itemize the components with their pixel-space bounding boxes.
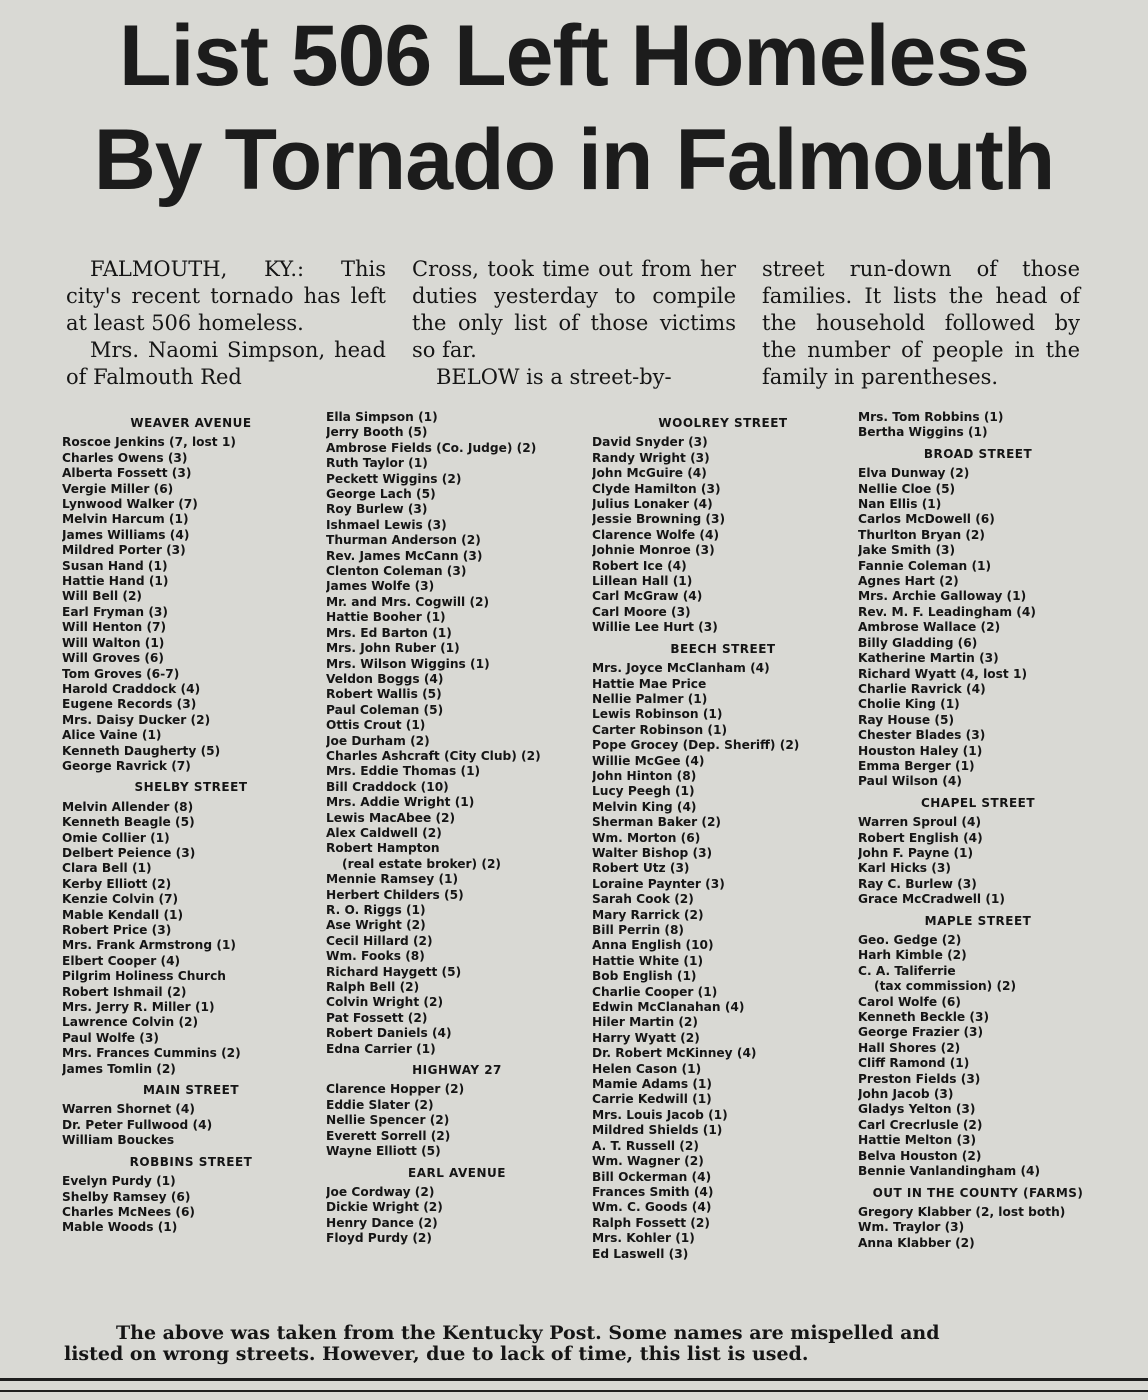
household-entry: Elva Dunway (2)	[858, 466, 970, 481]
intro-paragraph: street run-down of those families. It lists the head of the household followed by the number of people in the family in parentheses.	[762, 257, 1080, 389]
household-entry: Wm. Fooks (8)	[326, 949, 425, 964]
household-entry: Robert Ice (4)	[592, 558, 687, 573]
household-entry: Thurman Anderson (2)	[326, 533, 481, 548]
bottom-rule	[0, 1378, 1148, 1381]
household-entry: Veldon Boggs (4)	[326, 671, 444, 686]
footer-line: The above was taken from the Kentucky Post. Some names are mispelled and	[116, 1322, 940, 1344]
household-entry: Mrs. Frank Armstrong (1)	[62, 938, 236, 953]
household-entry: Alberta Fossett (3)	[62, 466, 192, 481]
household-entry: Eugene Records (3)	[62, 697, 197, 712]
household-entry: Preston Fields (3)	[858, 1071, 981, 1086]
household-entry: Hattie Mae Price	[592, 676, 707, 691]
street-heading: BROAD STREET	[923, 446, 1033, 461]
household-entry: Richard Wyatt (4, lost 1)	[858, 666, 1028, 681]
headline-line-1: List 506 Left Homeless	[118, 8, 1030, 104]
household-entry: Will Groves (6)	[62, 651, 164, 666]
household-entry: Wm. C. Goods (4)	[592, 1200, 712, 1215]
household-entry: Lawrence Colvin (2)	[62, 1015, 199, 1030]
household-entry: Julius Lonaker (4)	[592, 497, 713, 512]
household-entry: Johnie Monroe (3)	[592, 543, 715, 558]
household-entry: Floyd Purdy (2)	[326, 1231, 432, 1246]
household-entry: Harry Wyatt (2)	[592, 1030, 700, 1045]
street-heading: MAIN STREET	[142, 1083, 240, 1098]
household-entry: Mrs. Wilson Wiggins (1)	[326, 656, 490, 671]
intro-paragraph: Cross, took time out from her duties yesterday to compile the only list of those victims so far.	[412, 257, 736, 362]
household-entry: Sherman Baker (2)	[592, 815, 722, 830]
household-entry: Dr. Peter Fullwood (4)	[62, 1117, 213, 1132]
household-entry: Anna English (10)	[592, 938, 714, 953]
household-entry: John Jacob (3)	[858, 1087, 954, 1102]
household-entry: Pope Grocey (Dep. Sheriff) (2)	[592, 738, 800, 753]
household-entry: Mrs. Eddie Thomas (1)	[326, 764, 481, 779]
street-heading: CHAPEL STREET	[920, 795, 1036, 810]
household-entry: Mrs. John Ruber (1)	[326, 641, 460, 656]
household-entry: Paul Wilson (4)	[858, 774, 962, 789]
household-entry: Ed Laswell (3)	[592, 1246, 689, 1261]
household-entry: R. O. Riggs (1)	[326, 903, 426, 917]
household-entry: Carlos McDowell (6)	[858, 512, 995, 527]
household-entry: Carl McGraw (4)	[592, 589, 703, 604]
household-entry: Hattie White (1)	[592, 953, 704, 968]
street-heading: OUT IN THE COUNTY (FARMS)	[872, 1185, 1084, 1200]
household-entry: Melvin King (4)	[592, 799, 697, 814]
household-entry: Walter Bishop (3)	[592, 845, 713, 860]
household-entry: Robert Daniels (4)	[326, 1026, 452, 1041]
household-entry: Robert Wallis (5)	[326, 687, 442, 702]
household-entry: Susan Hand (1)	[62, 558, 168, 573]
household-entry: Charlie Ravrick (4)	[858, 681, 986, 696]
household-entry: Jake Smith (3)	[858, 543, 956, 558]
household-entry: Edwin McClanahan (4)	[592, 1000, 745, 1015]
household-entry: Mrs. Frances Cummins (2)	[62, 1046, 241, 1061]
household-entry: Dr. Robert McKinney (4)	[592, 1046, 757, 1061]
household-entry: Roy Burlew (3)	[326, 502, 428, 517]
household-entry: Ishmael Lewis (3)	[326, 517, 447, 532]
household-entry: William Bouckes	[62, 1133, 175, 1148]
household-entry: Karl Hicks (3)	[858, 861, 951, 876]
household-entry: Chester Blades (3)	[858, 728, 986, 743]
household-entry: Omie Collier (1)	[62, 830, 170, 845]
household-entry: Warren Sproul (4)	[858, 815, 982, 830]
household-entry: Henry Dance (2)	[326, 1215, 438, 1230]
household-entry: Tom Groves (6-7)	[62, 666, 180, 681]
household-entry: Jessie Browning (3)	[592, 512, 726, 527]
household-entry: Rev. M. F. Leadingham (4)	[858, 604, 1036, 619]
household-entry: Nellie Palmer (1)	[592, 691, 708, 706]
household-entry: Cecil Hillard (2)	[326, 933, 433, 948]
household-entry: Ray C. Burlew (3)	[858, 876, 977, 891]
household-entry: Earl Fryman (3)	[62, 604, 168, 619]
household-entry: Cliff Ramond (1)	[858, 1056, 970, 1071]
household-entry: Cholie King (1)	[858, 697, 960, 712]
list-column-4	[858, 410, 1098, 1251]
household-entry: Mamie Adams (1)	[592, 1077, 712, 1092]
household-entry: Charles McNees (6)	[62, 1204, 195, 1219]
household-entry: Hall Shores (2)	[858, 1040, 961, 1055]
household-entry: Charles Owens (3)	[62, 450, 188, 465]
household-entry: Will Walton (1)	[62, 635, 165, 650]
household-entry: C. A. Taliferrie	[858, 963, 956, 978]
household-entry: Frances Smith (4)	[592, 1184, 714, 1199]
household-entry: Lillean Hall (1)	[592, 574, 693, 589]
headline-line-2: By Tornado in Falmouth	[93, 112, 1055, 208]
household-entry: Fannie Coleman (1)	[858, 558, 992, 573]
intro-paragraph: Mrs. Naomi Simpson, head of Falmouth Red	[66, 338, 386, 389]
household-entry: Colvin Wright (2)	[326, 995, 444, 1010]
household-entry: Emma Berger (1)	[858, 758, 975, 773]
household-entry: Elbert Cooper (4)	[62, 953, 181, 968]
household-entry: Vergie Miller (6)	[62, 481, 174, 496]
household-entry: Alex Caldwell (2)	[326, 825, 442, 840]
intro-column-2	[412, 256, 736, 391]
household-entry: Mary Rarrick (2)	[592, 907, 704, 922]
household-entry: Mrs. Jerry R. Miller (1)	[62, 1000, 215, 1015]
household-entry: Mrs. Archie Galloway (1)	[858, 589, 1027, 604]
household-entry: Nellie Cloe (5)	[858, 481, 956, 496]
household-entry: James Wolfe (3)	[326, 579, 435, 594]
household-entry: Lynwood Walker (7)	[62, 497, 198, 512]
household-entry: Melvin Allender (8)	[62, 799, 194, 814]
footer-note	[64, 1323, 1034, 1365]
household-entry: Willie McGee (4)	[592, 753, 705, 768]
household-entry: Ambrose Fields (Co. Judge) (2)	[326, 440, 537, 455]
household-entry: Sarah Cook (2)	[592, 892, 694, 907]
household-entry: Thurlton Bryan (2)	[858, 527, 985, 542]
household-entry: George Frazier (3)	[858, 1025, 984, 1040]
household-entry: Rev. James McCann (3)	[326, 548, 483, 563]
household-entry: Kerby Elliott (2)	[62, 876, 172, 891]
household-entry: Mrs. Joyce McClanham (4)	[592, 661, 770, 676]
household-entry: Clara Bell (1)	[62, 861, 152, 876]
household-entry: Hattie Melton (3)	[858, 1133, 977, 1148]
household-entry: Willie Lee Hurt (3)	[592, 620, 718, 635]
household-entry: Pat Fossett (2)	[326, 1010, 428, 1025]
household-entry: Harold Craddock (4)	[62, 681, 201, 696]
household-entry: Joe Durham (2)	[326, 733, 430, 748]
household-entry: Ralph Bell (2)	[326, 980, 420, 995]
household-entry: Kenneth Daugherty (5)	[62, 743, 221, 758]
household-entry: John McGuire (4)	[592, 466, 707, 481]
household-entry: Carl Crecrlusle (2)	[858, 1117, 983, 1132]
household-entry: Bill Perrin (8)	[592, 923, 685, 937]
household-entry: Clarence Wolfe (4)	[592, 527, 720, 542]
household-entry: Melvin Harcum (1)	[62, 512, 189, 527]
household-entry: Eddie Slater (2)	[326, 1097, 434, 1112]
household-entry: Will Henton (7)	[62, 620, 167, 635]
household-entry: Mable Woods (1)	[62, 1220, 178, 1235]
household-entry: Carl Moore (3)	[592, 604, 691, 619]
household-entry: Belva Houston (2)	[858, 1148, 982, 1163]
household-entry: Carol Wolfe (6)	[858, 994, 961, 1009]
household-entry: Paul Wolfe (3)	[62, 1030, 159, 1045]
bottom-rule	[0, 1390, 1148, 1392]
household-entry: Hattie Booher (1)	[326, 610, 446, 625]
household-entry: Bill Ockerman (4)	[592, 1169, 712, 1184]
street-heading: WOOLREY STREET	[658, 416, 788, 430]
household-entry: Ottis Crout (1)	[326, 718, 426, 733]
household-entry: Wm. Wagner (2)	[592, 1154, 704, 1169]
household-entry: Robert Utz (3)	[592, 861, 690, 876]
household-entry: Shelby Ramsey (6)	[62, 1189, 191, 1204]
household-entry: Ase Wright (2)	[326, 918, 426, 933]
street-heading: MAPLE STREET	[924, 913, 1032, 928]
household-entry: Roscoe Jenkins (7, lost 1)	[62, 435, 236, 450]
household-entry: Bennie Vanlandingham (4)	[858, 1164, 1041, 1179]
household-entry: Peckett Wiggins (2)	[326, 471, 462, 486]
household-entry: George Lach (5)	[326, 487, 436, 502]
household-entry: Lewis MacAbee (2)	[326, 810, 456, 825]
household-entry: Mrs. Daisy Ducker (2)	[62, 712, 211, 727]
street-heading: WEAVER AVENUE	[130, 416, 252, 430]
household-entry: Nan Ellis (1)	[858, 497, 942, 512]
household-entry: Hiler Martin (2)	[592, 1015, 698, 1030]
household-entry: John F. Payne (1)	[858, 845, 974, 860]
household-entry: Carrie Kedwill (1)	[592, 1092, 712, 1107]
household-entry: Delbert Peience (3)	[62, 845, 196, 860]
street-heading: ROBBINS STREET	[129, 1154, 253, 1169]
household-entry: Mennie Ramsey (1)	[326, 872, 459, 887]
intro-paragraph: BELOW is a street-by-	[436, 365, 672, 389]
household-entry: Bertha Wiggins (1)	[858, 425, 988, 440]
list-column-2	[326, 410, 588, 1247]
household-entry: Robert Price (3)	[62, 923, 172, 937]
household-entry: Robert Hampton	[326, 841, 440, 856]
household-entry: Everett Sorrell (2)	[326, 1128, 451, 1143]
household-entry: Randy Wright (3)	[592, 450, 710, 465]
household-entry: Paul Coleman (5)	[326, 702, 444, 717]
household-entry: Herbert Childers (5)	[326, 887, 464, 902]
household-entry: David Snyder (3)	[592, 435, 708, 450]
household-entry: Charlie Cooper (1)	[592, 984, 718, 999]
household-entry: Katherine Martin (3)	[858, 651, 999, 666]
household-entry: James Tomlin (2)	[62, 1061, 176, 1076]
household-entry: Grace McCradwell (1)	[858, 892, 1005, 907]
household-entry: Carter Robinson (1)	[592, 722, 728, 737]
intro-paragraph: FALMOUTH, KY.: This city's recent tornado has left at least 506 homeless.	[66, 257, 386, 335]
household-entry: Mrs. Addie Wright (1)	[326, 795, 475, 810]
household-entry: Harh Kimble (2)	[858, 948, 967, 963]
household-entry: Mable Kendall (1)	[62, 907, 184, 922]
household-entry: Edna Carrier (1)	[326, 1041, 436, 1056]
household-entry: George Ravrick (7)	[62, 758, 191, 773]
household-entry: Helen Cason (1)	[592, 1061, 702, 1076]
street-heading: EARL AVENUE	[408, 1165, 506, 1180]
household-entry: Robert English (4)	[858, 830, 983, 845]
household-entry: Mrs. Louis Jacob (1)	[592, 1107, 728, 1122]
household-entry: Clyde Hamilton (3)	[592, 481, 721, 496]
household-entry: Will Bell (2)	[62, 589, 142, 604]
intro-column-3	[762, 256, 1080, 391]
street-heading: BEECH STREET	[670, 641, 776, 656]
household-entry: Mildred Shields (1)	[592, 1123, 723, 1138]
household-entry: Houston Haley (1)	[858, 743, 983, 758]
household-entry: Mrs. Tom Robbins (1)	[858, 410, 1004, 424]
household-entry: (tax commission) (2)	[874, 979, 1017, 994]
household-entry: Mrs. Ed Barton (1)	[326, 625, 452, 640]
household-entry: Clenton Coleman (3)	[326, 564, 467, 579]
household-entry: (real estate broker) (2)	[342, 856, 501, 871]
household-entry: Kenzie Colvin (7)	[62, 892, 179, 907]
household-entry: Dickie Wright (2)	[326, 1200, 443, 1215]
household-entry: Richard Haygett (5)	[326, 964, 462, 979]
household-entry: Mildred Porter (3)	[62, 543, 186, 558]
household-entry: Ralph Fossett (2)	[592, 1215, 710, 1230]
household-entry: Clarence Hopper (2)	[326, 1082, 465, 1097]
household-entry: Wayne Elliott (5)	[326, 1144, 441, 1159]
household-entry: Billy Gladding (6)	[858, 635, 978, 650]
household-entry: Mrs. Kohler (1)	[592, 1231, 695, 1246]
household-entry: Bill Craddock (10)	[326, 779, 449, 794]
household-entry: Gregory Klabber (2, lost both)	[858, 1204, 1066, 1219]
household-entry: Anna Klabber (2)	[858, 1235, 975, 1250]
household-entry: John Hinton (8)	[592, 768, 697, 783]
household-entry: Ella Simpson (1)	[326, 410, 438, 424]
household-entry: Ruth Taylor (1)	[326, 456, 428, 471]
household-entry: Kenneth Beagle (5)	[62, 815, 195, 830]
household-entry: Alice Vaine (1)	[62, 728, 162, 743]
list-column-3	[592, 410, 854, 1262]
household-entry: Jerry Booth (5)	[326, 425, 428, 440]
household-entry: Loraine Paynter (3)	[592, 876, 725, 891]
household-entry: Lucy Peegh (1)	[592, 784, 695, 799]
household-entry: Nellie Spencer (2)	[326, 1113, 450, 1128]
household-entry: Warren Shornet (4)	[62, 1102, 195, 1117]
household-entry: Agnes Hart (2)	[858, 574, 959, 589]
household-entry: Ambrose Wallace (2)	[858, 620, 1001, 635]
household-entry: A. T. Russell (2)	[592, 1138, 699, 1153]
household-entry: Geo. Gedge (2)	[858, 933, 962, 947]
household-entry: Wm. Morton (6)	[592, 830, 701, 845]
footer-line: listed on wrong streets. However, due to lack of time, this list is used.	[64, 1343, 809, 1365]
household-entry: Kenneth Beckle (3)	[858, 1010, 990, 1025]
household-entry: Bob English (1)	[592, 969, 697, 984]
household-entry: Pilgrim Holiness Church	[62, 969, 226, 984]
household-entry: Lewis Robinson (1)	[592, 707, 723, 722]
household-entry: Wm. Traylor (3)	[858, 1220, 965, 1235]
household-entry: Evelyn Purdy (1)	[62, 1174, 176, 1189]
household-entry: Mr. and Mrs. Cogwill (2)	[326, 594, 490, 609]
list-column-1	[62, 410, 320, 1236]
street-heading: SHELBY STREET	[134, 780, 248, 795]
household-entry: Gladys Yelton (3)	[858, 1102, 976, 1117]
household-entry: Joe Cordway (2)	[326, 1184, 435, 1199]
intro-column-1	[66, 256, 386, 391]
household-entry: Robert Ishmail (2)	[62, 984, 187, 999]
household-entry: Charles Ashcraft (City Club) (2)	[326, 748, 541, 763]
street-heading: HIGHWAY 27	[412, 1063, 502, 1078]
household-entry: Hattie Hand (1)	[62, 574, 169, 589]
household-entry: James Williams (4)	[62, 527, 190, 542]
household-entry: Ray House (5)	[858, 712, 955, 727]
